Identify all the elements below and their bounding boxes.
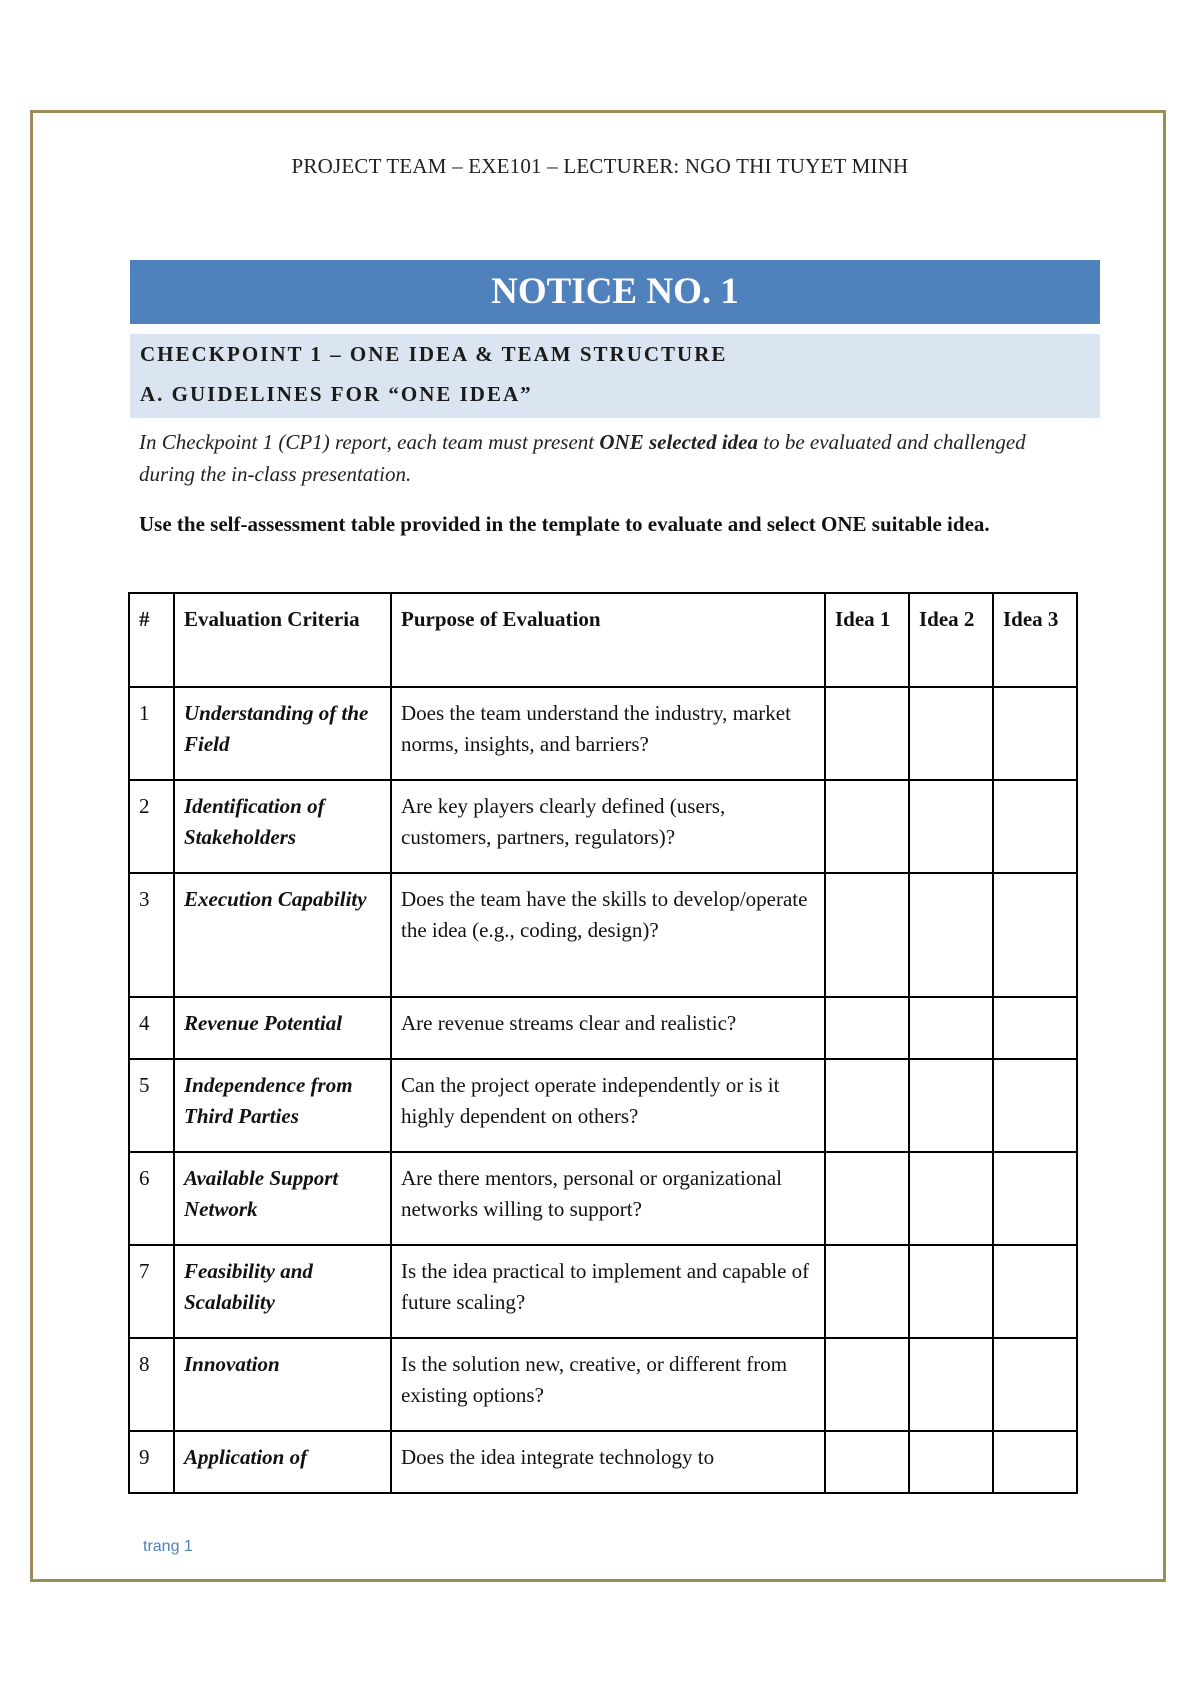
row-purpose: Does the team understand the industry, market norms, insights, and barriers?: [391, 687, 825, 780]
row-num: 5: [129, 1059, 174, 1152]
table-row: [129, 687, 1077, 780]
row-criteria: Revenue Potential: [174, 997, 391, 1059]
header-num: #: [129, 593, 174, 687]
row-purpose: Does the team have the skills to develop/operate the idea (e.g., coding, design)?: [391, 873, 825, 997]
idea-2-cell[interactable]: [909, 1059, 993, 1152]
header-idea-3: Idea 3: [993, 593, 1077, 687]
header-idea-2: Idea 2: [909, 593, 993, 687]
row-purpose: Is the solution new, creative, or different from existing options?: [391, 1338, 825, 1431]
checkpoint-title: CHECKPOINT 1 – ONE IDEA & TEAM STRUCTURE: [140, 342, 728, 366]
idea-2-cell[interactable]: [909, 687, 993, 780]
row-criteria: Independence from Third Parties: [174, 1059, 391, 1152]
row-purpose: Are key players clearly defined (users, customers, partners, regulators)?: [391, 780, 825, 873]
row-num: 6: [129, 1152, 174, 1245]
intro-paragraph: [139, 426, 1079, 490]
idea-3-cell[interactable]: [993, 1338, 1077, 1431]
table-row: [129, 1152, 1077, 1245]
idea-2-cell[interactable]: [909, 780, 993, 873]
header-criteria: Evaluation Criteria: [174, 593, 391, 687]
document-header: PROJECT TEAM – EXE101 – LECTURER: NGO THI TUYET MINH: [291, 154, 909, 178]
idea-2-cell[interactable]: [909, 1245, 993, 1338]
row-purpose: Are revenue streams clear and realistic?: [391, 997, 825, 1059]
idea-2-cell[interactable]: [909, 1338, 993, 1431]
row-num: 3: [129, 873, 174, 997]
idea-2-cell[interactable]: [909, 997, 993, 1059]
row-criteria: Identification of Stakeholders: [174, 780, 391, 873]
row-purpose: Are there mentors, personal or organizational networks willing to support?: [391, 1152, 825, 1245]
page-number: trang 1: [143, 1538, 193, 1555]
row-num: 9: [129, 1431, 174, 1493]
idea-3-cell[interactable]: [993, 687, 1077, 780]
row-criteria: Understanding of the Field: [174, 687, 391, 780]
row-criteria: Application of: [174, 1431, 391, 1493]
evaluation-table: [128, 592, 1078, 1494]
idea-3-cell[interactable]: [993, 1245, 1077, 1338]
idea-1-cell[interactable]: [825, 1245, 909, 1338]
idea-3-cell[interactable]: [993, 873, 1077, 997]
table-row: [129, 997, 1077, 1059]
row-purpose: Does the idea integrate technology to: [391, 1431, 825, 1493]
idea-1-cell[interactable]: [825, 1059, 909, 1152]
row-criteria: Innovation: [174, 1338, 391, 1431]
table-row: [129, 873, 1077, 997]
idea-1-cell[interactable]: [825, 780, 909, 873]
idea-3-cell[interactable]: [993, 1431, 1077, 1493]
checkpoint-box: [130, 334, 1100, 418]
table-row: [129, 1431, 1077, 1493]
notice-title: NOTICE NO. 1: [130, 260, 1100, 324]
idea-1-cell[interactable]: [825, 1431, 909, 1493]
row-num: 2: [129, 780, 174, 873]
section-title: A. GUIDELINES FOR “ONE IDEA”: [140, 382, 533, 406]
header-purpose: Purpose of Evaluation: [391, 593, 825, 687]
row-num: 8: [129, 1338, 174, 1431]
row-purpose: Is the idea practical to implement and capable of future scaling?: [391, 1245, 825, 1338]
row-criteria: Available Support Network: [174, 1152, 391, 1245]
table-row: [129, 1338, 1077, 1431]
intro-part1: In Checkpoint 1 (CP1) report, each team must present: [139, 430, 600, 454]
idea-1-cell[interactable]: [825, 873, 909, 997]
row-num: 4: [129, 997, 174, 1059]
table-row: [129, 780, 1077, 873]
table-header-row: [129, 593, 1077, 687]
idea-3-cell[interactable]: [993, 997, 1077, 1059]
idea-2-cell[interactable]: [909, 1152, 993, 1245]
idea-1-cell[interactable]: [825, 1152, 909, 1245]
idea-2-cell[interactable]: [909, 1431, 993, 1493]
intro-bold: ONE selected idea: [599, 430, 758, 454]
idea-2-cell[interactable]: [909, 873, 993, 997]
idea-1-cell[interactable]: [825, 1338, 909, 1431]
table-row: [129, 1059, 1077, 1152]
instruction-paragraph: Use the self-assessment table provided in the template to evaluate and select ONE suitable idea.: [139, 512, 990, 536]
row-criteria: Execution Capability: [174, 873, 391, 997]
idea-3-cell[interactable]: [993, 780, 1077, 873]
intro-part2: to be evaluated and challenged during the in-class presentation.: [139, 430, 1026, 486]
idea-3-cell[interactable]: [993, 1152, 1077, 1245]
idea-1-cell[interactable]: [825, 997, 909, 1059]
row-purpose: Can the project operate independently or is it highly dependent on others?: [391, 1059, 825, 1152]
idea-3-cell[interactable]: [993, 1059, 1077, 1152]
row-num: 1: [129, 687, 174, 780]
header-idea-1: Idea 1: [825, 593, 909, 687]
row-criteria: Feasibility and Scalability: [174, 1245, 391, 1338]
idea-1-cell[interactable]: [825, 687, 909, 780]
row-num: 7: [129, 1245, 174, 1338]
table-row: [129, 1245, 1077, 1338]
